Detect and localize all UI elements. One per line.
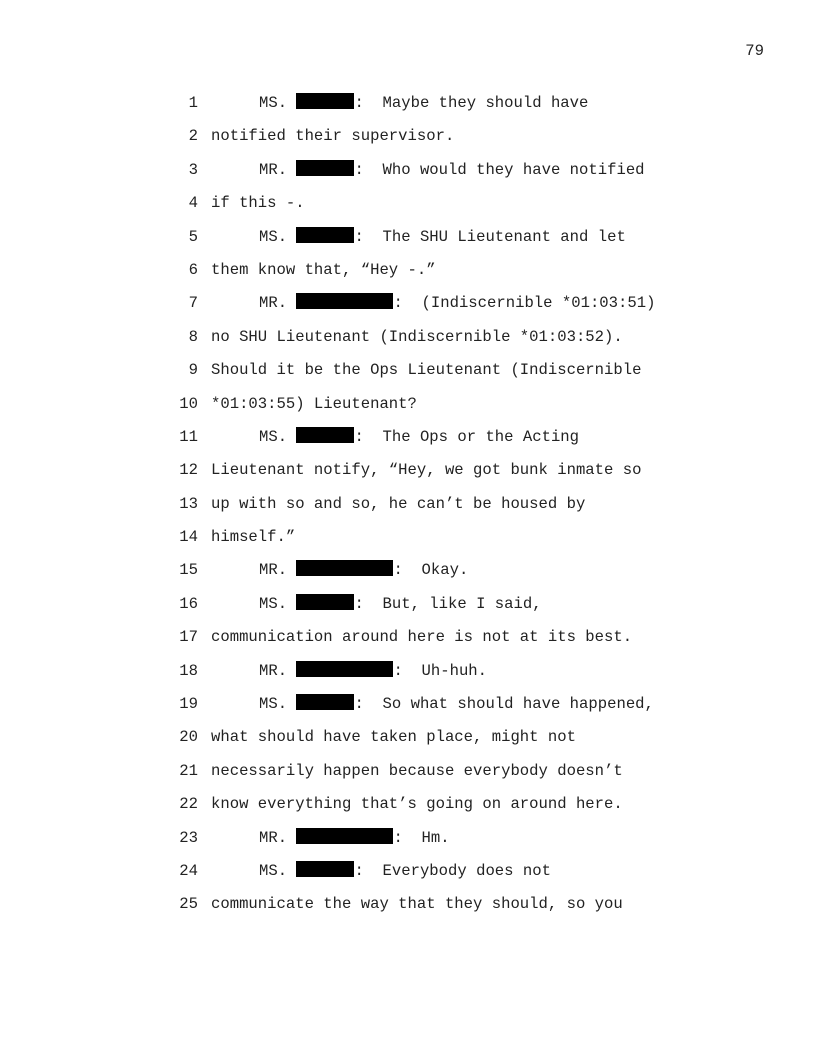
speaker-title: MS. — [259, 861, 288, 880]
speaker-title: MR. — [259, 661, 288, 680]
speaker-title: MR. — [259, 294, 288, 313]
redacted-name-block — [296, 560, 393, 576]
spoken-text: : Everybody does not — [354, 861, 551, 880]
line-number: 2 — [188, 127, 198, 146]
transcript-line — [0, 660, 816, 693]
redacted-name-block — [296, 93, 354, 109]
spoken-text: : Hm. — [393, 828, 450, 847]
line-number: 1 — [188, 94, 198, 112]
transcript-line — [0, 860, 816, 893]
line-number: 10 — [179, 394, 198, 413]
spoken-text: no SHU Lieutenant (Indiscernible *01:03:52). — [211, 327, 623, 346]
line-number: 15 — [179, 561, 198, 580]
spoken-text: if this -. — [211, 194, 305, 213]
transcript-line — [0, 292, 816, 325]
speaker-line-text — [259, 860, 551, 882]
transcript-line — [0, 760, 816, 793]
spoken-text: communication around here is not at its best. — [211, 628, 633, 647]
line-number: 18 — [179, 661, 198, 680]
line-number: 20 — [179, 728, 198, 747]
speaker-line-text — [259, 92, 588, 114]
spoken-text: : So what should have happened, — [354, 695, 654, 714]
transcript-line — [0, 259, 816, 292]
line-text — [211, 459, 641, 481]
spoken-text: himself.” — [211, 528, 296, 547]
line-number: 7 — [188, 294, 198, 313]
speaker-line-text — [259, 559, 468, 581]
redacted-name-block — [296, 694, 354, 710]
transcript-line — [0, 159, 816, 192]
line-number: 11 — [179, 427, 198, 446]
line-number: 23 — [179, 828, 198, 847]
line-number: 25 — [179, 895, 198, 914]
line-number: 21 — [179, 761, 198, 780]
speaker-title: MR. — [259, 160, 288, 179]
transcript-line — [0, 192, 816, 225]
line-number: 12 — [179, 461, 198, 480]
transcript-line — [0, 359, 816, 392]
line-text — [211, 493, 585, 515]
speaker-title: MS. — [259, 427, 288, 446]
line-text — [211, 393, 417, 415]
spoken-text: necessarily happen because everybody doesn’t — [211, 761, 623, 780]
spoken-text: Lieutenant notify, “Hey, we got bunk inmate so — [211, 461, 642, 480]
speaker-line-text — [259, 292, 655, 314]
spoken-text: notified their supervisor. — [211, 127, 455, 146]
spoken-text: what should have taken place, might not — [211, 728, 576, 747]
transcript-line — [0, 226, 816, 259]
transcript-line — [0, 726, 816, 759]
spoken-text: : The Ops or the Acting — [354, 427, 580, 446]
transcript-body — [0, 92, 816, 927]
line-text — [211, 626, 632, 648]
spoken-text: *01:03:55) Lieutenant? — [211, 394, 417, 413]
page-number: 79 — [745, 42, 764, 60]
speaker-line-text — [259, 426, 579, 448]
transcript-line — [0, 125, 816, 158]
speaker-title: MS. — [259, 695, 288, 714]
transcript-line — [0, 393, 816, 426]
line-number: 24 — [179, 861, 198, 880]
transcript-line — [0, 326, 816, 359]
spoken-text: : Okay. — [393, 561, 469, 580]
redacted-name-block — [296, 293, 393, 309]
speaker-title: MS. — [259, 227, 288, 246]
transcript-line — [0, 626, 816, 659]
line-text — [211, 326, 623, 348]
line-text — [211, 893, 623, 915]
redacted-name-block — [296, 594, 354, 610]
spoken-text: : Maybe they should have — [354, 94, 589, 112]
line-text — [211, 125, 454, 147]
spoken-text: communicate the way that they should, so you — [211, 895, 623, 914]
line-number: 9 — [188, 361, 198, 380]
line-text — [211, 359, 641, 381]
spoken-text: them know that, “Hey -.” — [211, 260, 436, 279]
speaker-line-text — [259, 593, 542, 615]
line-text — [211, 760, 623, 782]
spoken-text: : Uh-huh. — [393, 661, 488, 680]
transcript-line — [0, 693, 816, 726]
transcript-line — [0, 559, 816, 592]
transcript-line — [0, 426, 816, 459]
redacted-name-block — [296, 227, 354, 243]
transcript-line — [0, 92, 816, 125]
speaker-title: MS. — [259, 94, 288, 112]
speaker-line-text — [259, 693, 654, 715]
redacted-name-block — [296, 160, 354, 176]
spoken-text: Should it be the Ops Lieutenant (Indiscernible — [211, 361, 642, 380]
speaker-title: MR. — [259, 828, 288, 847]
spoken-text: up with so and so, he can’t be housed by — [211, 494, 586, 513]
speaker-line-text — [259, 226, 626, 248]
redacted-name-block — [296, 427, 354, 443]
spoken-text: : The SHU Lieutenant and let — [354, 227, 626, 246]
line-number: 3 — [188, 160, 198, 179]
speaker-title: MS. — [259, 594, 288, 613]
speaker-line-text — [259, 660, 487, 682]
transcript-line — [0, 893, 816, 926]
line-number: 8 — [188, 327, 198, 346]
speaker-title: MR. — [259, 561, 288, 580]
transcript-line — [0, 459, 816, 492]
transcript-line — [0, 593, 816, 626]
speaker-line-text — [259, 159, 645, 181]
transcript-line — [0, 793, 816, 826]
speaker-line-text — [259, 827, 450, 849]
line-text — [211, 793, 623, 815]
line-number: 6 — [188, 260, 198, 279]
line-text — [211, 192, 305, 214]
transcript-line — [0, 526, 816, 559]
spoken-text: : But, like I said, — [354, 594, 542, 613]
line-number: 22 — [179, 795, 198, 814]
spoken-text: : (Indiscernible *01:03:51) — [393, 294, 656, 313]
line-number: 14 — [179, 528, 198, 547]
line-number: 4 — [188, 194, 198, 213]
redacted-name-block — [296, 828, 393, 844]
spoken-text: : Who would they have notified — [354, 160, 645, 179]
line-number: 17 — [179, 628, 198, 647]
redacted-name-block — [296, 661, 393, 677]
spoken-text: know everything that’s going on around here. — [211, 795, 623, 814]
line-text — [211, 526, 295, 548]
line-number: 5 — [188, 227, 198, 246]
line-number: 16 — [179, 594, 198, 613]
line-text — [211, 726, 576, 748]
line-number: 19 — [179, 695, 198, 714]
line-number: 13 — [179, 494, 198, 513]
redacted-name-block — [296, 861, 354, 877]
transcript-line — [0, 493, 816, 526]
transcript-line — [0, 827, 816, 860]
line-text — [211, 259, 436, 281]
